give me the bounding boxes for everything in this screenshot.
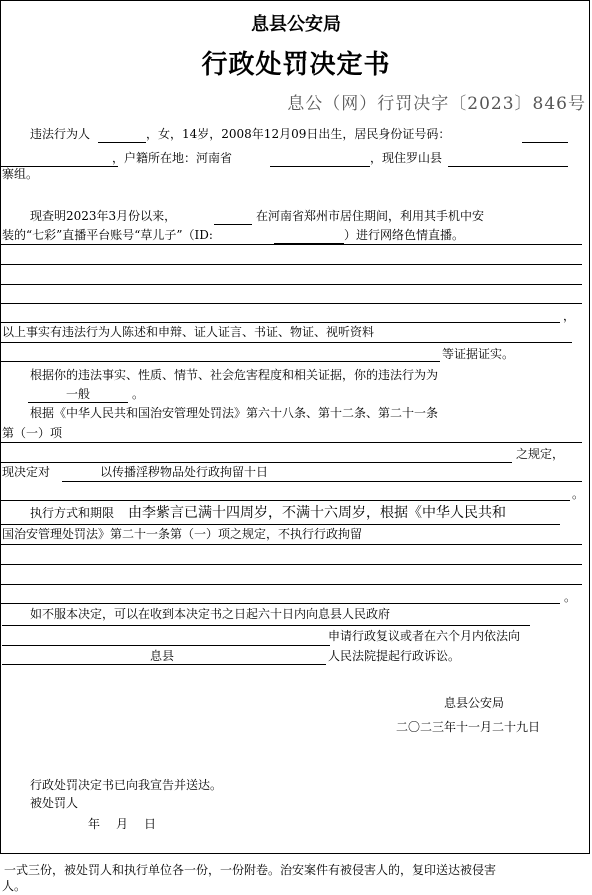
fact-rule-1 xyxy=(0,244,582,245)
execution-rule-3 xyxy=(0,564,582,565)
violation-level: 一般 xyxy=(66,387,91,401)
execution-label: 执行方式和期限 xyxy=(30,506,115,520)
court-county: 息县 xyxy=(150,649,175,663)
execution-rule-4 xyxy=(0,584,582,585)
fact-rule-4 xyxy=(0,303,582,304)
signature-agency: 息县公安局 xyxy=(444,696,505,710)
decision-date: 二〇二三年十一月二十九日 xyxy=(396,720,541,734)
remedy-rule-3 xyxy=(2,664,326,665)
evidence-rule-2 xyxy=(0,361,440,362)
decision-rule-1 xyxy=(62,481,582,482)
remedy-rule-1 xyxy=(2,625,530,626)
fact-rule-3 xyxy=(0,284,582,285)
execution-period: 。 xyxy=(564,590,577,604)
evidence-end: 等证据证实。 xyxy=(442,347,515,361)
document-number: 息公（网）行罚决字〔2023〕846号 xyxy=(287,94,586,114)
blank-facts-name xyxy=(214,224,252,225)
decision-rule-2 xyxy=(0,500,570,501)
execution-rule-1 xyxy=(0,524,560,525)
blank-registry xyxy=(270,166,370,167)
execution-rule-2 xyxy=(0,544,582,545)
execution-line-2: 国治安管理处罚法》第二十一条第（一）项之规定，不执行行政拘留 xyxy=(2,527,363,541)
recipient-label: 被处罚人 xyxy=(30,796,79,810)
blank-name xyxy=(98,142,146,143)
basis-line-1: 根据《中华人民共和国治安管理处罚法》第六十八条、第十二条、第二十一条 xyxy=(30,406,439,420)
basis-line-2: 第（一）项 xyxy=(2,426,63,440)
remedy-rule-2 xyxy=(2,645,330,646)
assessment-text: 根据你的违法事实、性质、情节、社会危害程度和相关证据，你的违法行为为 xyxy=(30,368,439,382)
facts-line-1b: 在河南省郑州市居住期间，利用其手机中安 xyxy=(256,209,485,223)
party-residence-end: 寨组。 xyxy=(2,167,39,181)
blank-id-number xyxy=(522,142,568,143)
blank-residence xyxy=(448,166,568,167)
execution-line-1: 由李紫言已满十四周岁，不满十六周岁，根据《中华人民共和 xyxy=(128,505,506,521)
facts-line-2-end: ）进行网络色情直播。 xyxy=(344,228,465,242)
facts-comma: ， xyxy=(563,309,576,323)
execution-rule-5 xyxy=(0,603,560,604)
basis-rule-2 xyxy=(0,462,512,463)
facts-line-1a: 现查明2023年3月份以来， xyxy=(30,209,177,223)
decision-label: 现决定对 xyxy=(2,465,51,479)
party-residence: ，现住罗山县 xyxy=(370,151,443,165)
document-title: 行政处罚决定书 xyxy=(201,50,391,80)
level-end: 。 xyxy=(132,387,145,401)
party-registry: ，户籍所在地：河南省 xyxy=(112,151,233,165)
provision-end: 之规定， xyxy=(516,447,565,461)
decision-period: 。 xyxy=(572,487,585,501)
evidence-rule xyxy=(0,342,572,343)
party-label: 违法行为人 xyxy=(30,127,91,141)
party-details: ，女，14岁，2008年12月09日出生，居民身份证号码： xyxy=(146,127,451,141)
year-label: 年 xyxy=(88,817,101,831)
facts-line-2: 装的“七彩”直播平台账号“草儿子”（ID: xyxy=(2,228,213,242)
remedy-line-3-end: 人民法院提起行政诉讼。 xyxy=(328,649,461,663)
evidence-line: 以上事实有违法行为人陈述和申辩、证人证言、书证、物证、视听资料 xyxy=(2,325,375,339)
footnote-line-1: 一式三份，被处罚人和执行单位各一份，一份附卷。治安案件有被侵害人的，复印送达被侵害 xyxy=(4,863,497,877)
day-label: 日 xyxy=(144,817,157,831)
fact-rule-5 xyxy=(0,322,560,323)
delivery-statement: 行政处罚决定书已向我宣告并送达。 xyxy=(30,778,223,792)
level-rule xyxy=(28,402,128,403)
fact-rule-2 xyxy=(0,264,582,265)
issuing-agency: 息县公安局 xyxy=(251,14,341,35)
basis-rule-1 xyxy=(0,442,582,443)
footnote-line-2: 人。 xyxy=(2,879,27,893)
remedy-line-2: 申请行政复议或者在六个月内依法向 xyxy=(328,629,521,643)
decision-text: 以传播淫秽物品处行政拘留十日 xyxy=(100,465,269,479)
month-label: 月 xyxy=(116,817,129,831)
remedy-line-1: 如不服本决定，可以在收到本决定书之日起六十日内向息县人民政府 xyxy=(30,607,391,621)
